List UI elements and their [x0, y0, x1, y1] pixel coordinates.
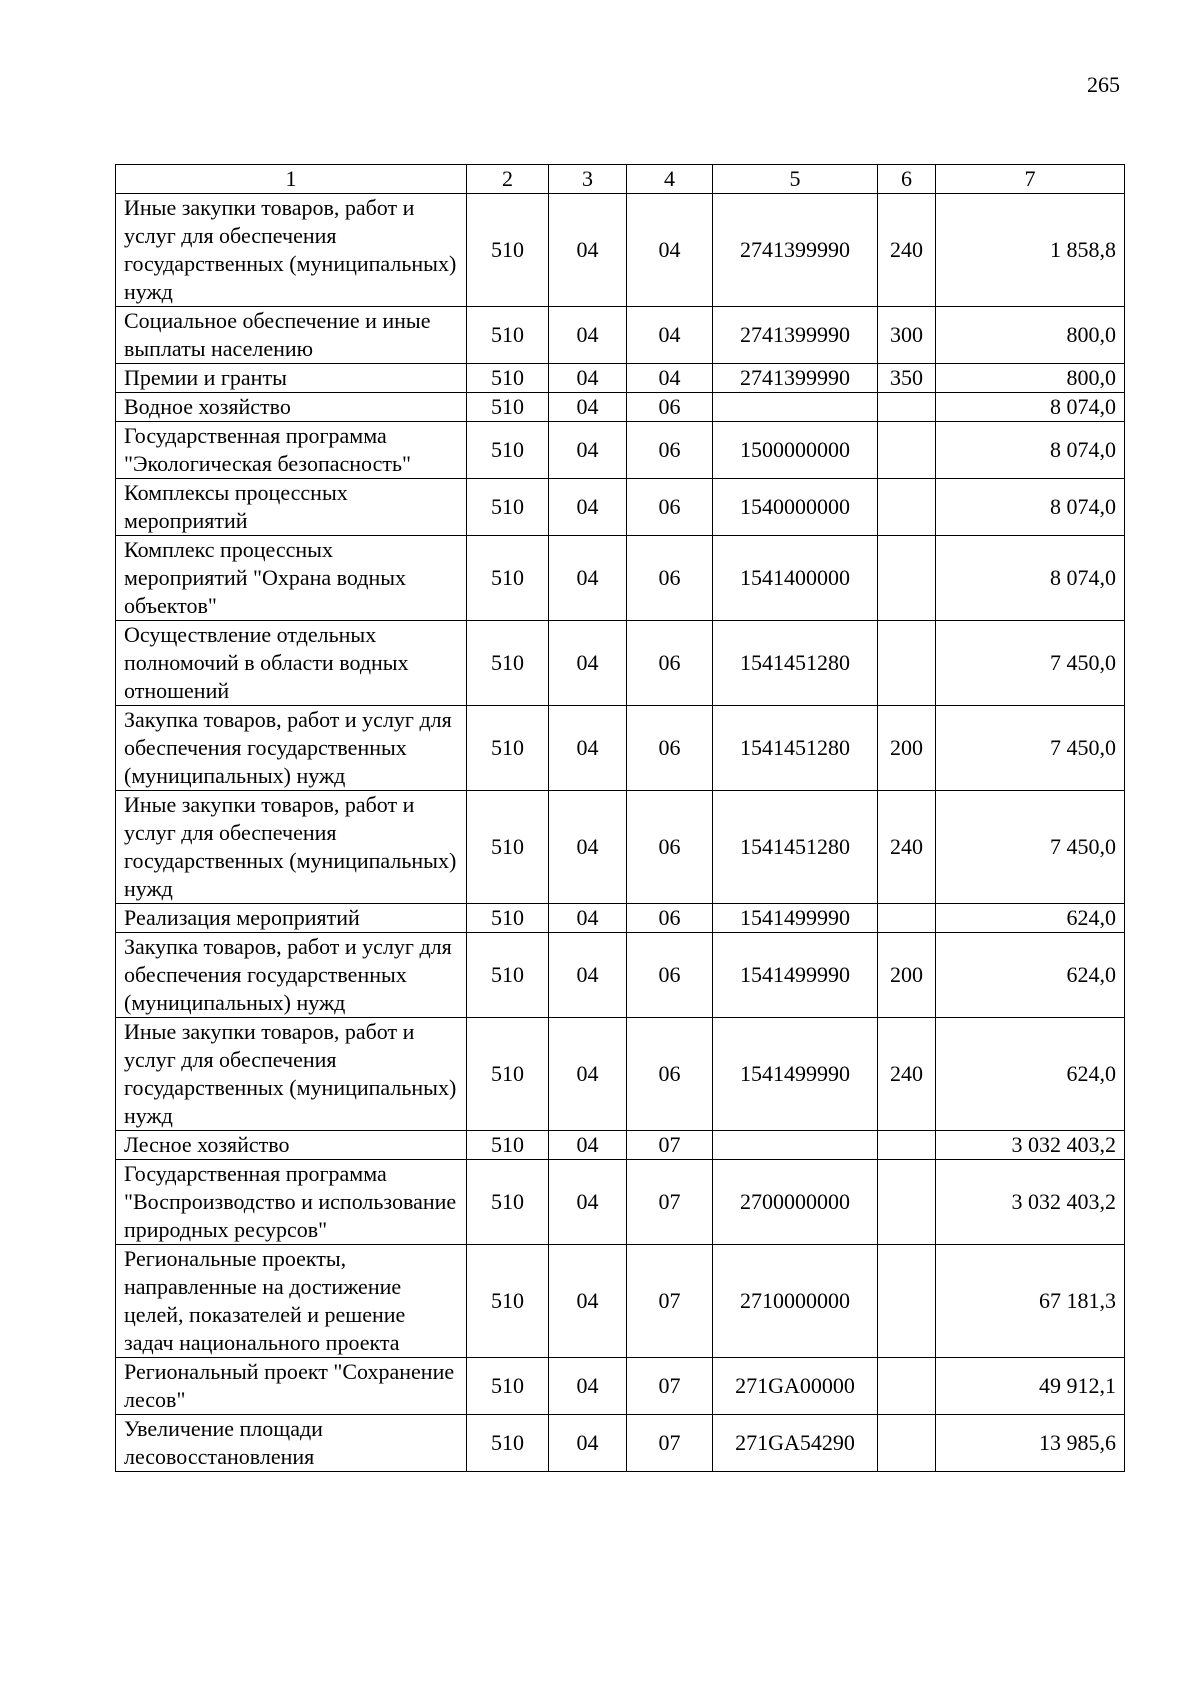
column-header-2: 2: [467, 165, 549, 194]
budget-table: [115, 164, 1125, 1472]
table-row: [116, 194, 1125, 307]
col-7-value: 8 074,0: [936, 393, 1125, 422]
col-7-value: 624,0: [936, 1018, 1125, 1131]
col-2-value: 510: [467, 479, 549, 536]
col-2-value: 510: [467, 791, 549, 904]
col-2-value: 510: [467, 536, 549, 621]
table-row: [116, 393, 1125, 422]
column-header-3: 3: [549, 165, 627, 194]
col-2-value: 510: [467, 307, 549, 364]
row-name: Увеличение площади лесовосстановления: [116, 1415, 467, 1472]
col-7-value: 800,0: [936, 307, 1125, 364]
col-5-value: [713, 1131, 878, 1160]
col-3-value: 04: [549, 307, 627, 364]
col-7-value: 3 032 403,2: [936, 1160, 1125, 1245]
table-row: [116, 621, 1125, 706]
col-3-value: 04: [549, 1415, 627, 1472]
col-2-value: 510: [467, 194, 549, 307]
column-header-4: 4: [627, 165, 713, 194]
col-7-value: 7 450,0: [936, 621, 1125, 706]
row-name: Государственная программа "Экологическая безопасность": [116, 422, 467, 479]
row-name: Комплекс процессных мероприятий "Охрана водных объектов": [116, 536, 467, 621]
col-7-value: 624,0: [936, 904, 1125, 933]
row-name: Социальное обеспечение и иные выплаты населению: [116, 307, 467, 364]
col-6-value: [878, 393, 936, 422]
table-row: [116, 422, 1125, 479]
col-3-value: 04: [549, 364, 627, 393]
col-5-value: 1541451280: [713, 706, 878, 791]
col-3-value: 04: [549, 621, 627, 706]
row-name: Иные закупки товаров, работ и услуг для обеспечения государственных (муниципальных) нужд: [116, 791, 467, 904]
col-3-value: 04: [549, 1160, 627, 1245]
col-5-value: 2741399990: [713, 364, 878, 393]
col-5-value: 1541499990: [713, 1018, 878, 1131]
col-3-value: 04: [549, 933, 627, 1018]
col-3-value: 04: [549, 904, 627, 933]
col-7-value: 624,0: [936, 933, 1125, 1018]
col-2-value: 510: [467, 706, 549, 791]
col-6-value: [878, 1245, 936, 1358]
col-3-value: 04: [549, 393, 627, 422]
col-4-value: 06: [627, 791, 713, 904]
row-name: Премии и гранты: [116, 364, 467, 393]
col-3-value: 04: [549, 479, 627, 536]
row-name: Комплексы процессных мероприятий: [116, 479, 467, 536]
row-name: Иные закупки товаров, работ и услуг для обеспечения государственных (муниципальных) нужд: [116, 194, 467, 307]
col-2-value: 510: [467, 904, 549, 933]
col-4-value: 07: [627, 1245, 713, 1358]
col-7-value: 13 985,6: [936, 1415, 1125, 1472]
table-body: [116, 194, 1125, 1472]
col-6-value: 240: [878, 194, 936, 307]
col-3-value: 04: [549, 1018, 627, 1131]
col-6-value: [878, 1160, 936, 1245]
table-row: [116, 1018, 1125, 1131]
col-6-value: 200: [878, 706, 936, 791]
col-7-value: 800,0: [936, 364, 1125, 393]
col-3-value: 04: [549, 536, 627, 621]
col-5-value: 1541499990: [713, 904, 878, 933]
col-2-value: 510: [467, 364, 549, 393]
row-name: Закупка товаров, работ и услуг для обеспечения государственных (муниципальных) нужд: [116, 933, 467, 1018]
row-name: Региональный проект "Сохранение лесов": [116, 1358, 467, 1415]
col-4-value: 06: [627, 536, 713, 621]
col-7-value: 1 858,8: [936, 194, 1125, 307]
col-4-value: 06: [627, 1018, 713, 1131]
col-6-value: [878, 904, 936, 933]
col-6-value: [878, 1131, 936, 1160]
col-3-value: 04: [549, 791, 627, 904]
col-4-value: 04: [627, 364, 713, 393]
col-4-value: 06: [627, 904, 713, 933]
col-4-value: 06: [627, 393, 713, 422]
col-7-value: 3 032 403,2: [936, 1131, 1125, 1160]
row-name: Лесное хозяйство: [116, 1131, 467, 1160]
col-4-value: 06: [627, 933, 713, 1018]
col-6-value: [878, 422, 936, 479]
col-3-value: 04: [549, 194, 627, 307]
col-4-value: 06: [627, 479, 713, 536]
col-5-value: 1500000000: [713, 422, 878, 479]
table-row: [116, 1245, 1125, 1358]
col-2-value: 510: [467, 933, 549, 1018]
col-6-value: [878, 479, 936, 536]
column-header-1: 1: [116, 165, 467, 194]
table-header: [116, 165, 1125, 194]
col-5-value: 2741399990: [713, 194, 878, 307]
row-name: Водное хозяйство: [116, 393, 467, 422]
table-row: [116, 791, 1125, 904]
row-name: Закупка товаров, работ и услуг для обеспечения государственных (муниципальных) нужд: [116, 706, 467, 791]
table-row: [116, 706, 1125, 791]
col-4-value: 07: [627, 1131, 713, 1160]
col-6-value: [878, 1415, 936, 1472]
col-6-value: 200: [878, 933, 936, 1018]
col-7-value: 7 450,0: [936, 706, 1125, 791]
col-6-value: [878, 536, 936, 621]
col-2-value: 510: [467, 393, 549, 422]
col-3-value: 04: [549, 1358, 627, 1415]
table-row: [116, 364, 1125, 393]
row-name: Региональные проекты, направленные на достижение целей, показателей и решение задач национального проекта: [116, 1245, 467, 1358]
col-4-value: 06: [627, 621, 713, 706]
col-5-value: 1541400000: [713, 536, 878, 621]
col-5-value: 2741399990: [713, 307, 878, 364]
col-6-value: [878, 1358, 936, 1415]
column-header-5: 5: [713, 165, 878, 194]
col-6-value: 350: [878, 364, 936, 393]
row-name: Осуществление отдельных полномочий в области водных отношений: [116, 621, 467, 706]
table-row: [116, 904, 1125, 933]
table-row: [116, 1160, 1125, 1245]
header-row: [116, 165, 1125, 194]
col-2-value: 510: [467, 1358, 549, 1415]
col-3-value: 04: [549, 706, 627, 791]
col-5-value: 271GA54290: [713, 1415, 878, 1472]
col-4-value: 04: [627, 307, 713, 364]
col-7-value: 8 074,0: [936, 479, 1125, 536]
col-4-value: 04: [627, 194, 713, 307]
column-header-7: 7: [936, 165, 1125, 194]
table-row: [116, 307, 1125, 364]
col-5-value: 2700000000: [713, 1160, 878, 1245]
col-7-value: 67 181,3: [936, 1245, 1125, 1358]
col-3-value: 04: [549, 1245, 627, 1358]
col-7-value: 8 074,0: [936, 422, 1125, 479]
table-row: [116, 1415, 1125, 1472]
col-5-value: 1540000000: [713, 479, 878, 536]
col-3-value: 04: [549, 422, 627, 479]
col-7-value: 8 074,0: [936, 536, 1125, 621]
col-4-value: 06: [627, 422, 713, 479]
col-7-value: 7 450,0: [936, 791, 1125, 904]
col-4-value: 07: [627, 1415, 713, 1472]
row-name: Иные закупки товаров, работ и услуг для обеспечения государственных (муниципальных) нужд: [116, 1018, 467, 1131]
col-6-value: 240: [878, 791, 936, 904]
col-5-value: [713, 393, 878, 422]
table-row: [116, 479, 1125, 536]
col-2-value: 510: [467, 1131, 549, 1160]
col-5-value: 2710000000: [713, 1245, 878, 1358]
row-name: Реализация мероприятий: [116, 904, 467, 933]
column-header-6: 6: [878, 165, 936, 194]
col-2-value: 510: [467, 422, 549, 479]
col-4-value: 07: [627, 1358, 713, 1415]
col-5-value: 1541451280: [713, 621, 878, 706]
col-2-value: 510: [467, 1245, 549, 1358]
col-2-value: 510: [467, 1018, 549, 1131]
col-4-value: 07: [627, 1160, 713, 1245]
col-6-value: [878, 621, 936, 706]
col-5-value: 1541451280: [713, 791, 878, 904]
col-2-value: 510: [467, 621, 549, 706]
col-6-value: 300: [878, 307, 936, 364]
col-3-value: 04: [549, 1131, 627, 1160]
col-6-value: 240: [878, 1018, 936, 1131]
col-5-value: 1541499990: [713, 933, 878, 1018]
col-7-value: 49 912,1: [936, 1358, 1125, 1415]
table-row: [116, 536, 1125, 621]
table-row: [116, 933, 1125, 1018]
table-row: [116, 1358, 1125, 1415]
col-5-value: 271GA00000: [713, 1358, 878, 1415]
page-number: 265: [1087, 72, 1120, 97]
table-row: [116, 1131, 1125, 1160]
col-2-value: 510: [467, 1160, 549, 1245]
row-name: Государственная программа "Воспроизводство и использование природных ресурсов": [116, 1160, 467, 1245]
col-4-value: 06: [627, 706, 713, 791]
col-2-value: 510: [467, 1415, 549, 1472]
